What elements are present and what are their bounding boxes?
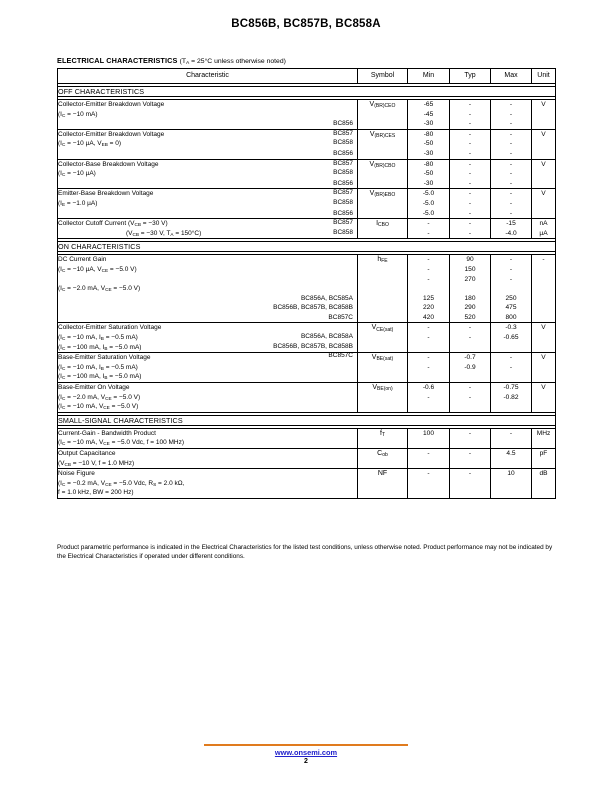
value: 520 bbox=[464, 313, 476, 321]
row-vbrces-min bbox=[408, 129, 450, 159]
value: - bbox=[509, 354, 513, 362]
table-row bbox=[58, 469, 556, 499]
table-row bbox=[58, 189, 556, 219]
row-vbrcbo-unit: V bbox=[532, 159, 556, 189]
row-condition: ($I_C = -10$ µA, $V_{CE} = -5.0$ V) bbox=[58, 265, 137, 273]
col-characteristic: Characteristic bbox=[58, 69, 358, 84]
part-number: BC857 bbox=[333, 129, 353, 137]
value: - bbox=[468, 190, 472, 198]
value: -50 bbox=[423, 170, 434, 178]
row-icbo-max bbox=[491, 219, 532, 239]
value: - bbox=[509, 209, 513, 217]
value: - bbox=[468, 101, 472, 108]
value: -0.65 bbox=[503, 334, 519, 342]
row-condition: ($I_C = -10$ mA, $V_{CE} = -5.0$ Vdc, f = 100 MHz) bbox=[58, 439, 185, 447]
value: - bbox=[427, 265, 430, 273]
table-row bbox=[58, 219, 556, 239]
value: -15 bbox=[506, 220, 516, 228]
row-vbrebo-min bbox=[408, 189, 450, 219]
page-title: BC856B, BC857B, BC858A bbox=[231, 18, 381, 30]
row-condition: ($I_C = -100$ mA, $I_B = -5.0$ mA) bbox=[58, 343, 142, 351]
row-desc: Output Capacitance bbox=[58, 450, 116, 457]
section-header-small-signal bbox=[58, 415, 556, 425]
page-number: 2 bbox=[304, 758, 308, 765]
value: - bbox=[427, 334, 430, 342]
value: - bbox=[468, 384, 472, 392]
row-desc: Base-Emitter Saturation Voltage bbox=[58, 354, 151, 362]
col-max: Max bbox=[491, 69, 532, 84]
value: - bbox=[509, 190, 513, 198]
row-vbrces-max bbox=[491, 129, 532, 159]
row-vbesat-max bbox=[491, 353, 532, 383]
table-row bbox=[58, 159, 556, 189]
row-vbeon-min bbox=[408, 383, 450, 413]
value: -5.0 bbox=[422, 199, 435, 207]
row-desc: Collector-Emitter Breakdown Voltage bbox=[58, 101, 165, 108]
value: -0.6 bbox=[422, 384, 435, 392]
row-condition: ($V_{CB} = -30$ V, $T_A = 150^\circ C$) bbox=[126, 229, 202, 237]
row-condition: ($V_{CB} = -10$ V, f = 1.0 MHz) bbox=[58, 459, 135, 467]
value: nA bbox=[539, 220, 548, 228]
value: - bbox=[509, 179, 513, 187]
row-vbrceo-typ bbox=[450, 100, 491, 130]
row-condition: ($I_C = -10$ mA) bbox=[58, 110, 98, 118]
value: - bbox=[468, 120, 472, 128]
row-vbrebo-unit: V bbox=[532, 189, 556, 219]
value: - bbox=[468, 229, 472, 237]
value: 220 bbox=[422, 304, 434, 312]
row-vcesat-max bbox=[491, 323, 532, 353]
heading-text: ELECTRICAL CHARACTERISTICS bbox=[57, 56, 178, 65]
spacer bbox=[408, 284, 449, 294]
row-hfe-symbol: $h_{FE}$ bbox=[358, 255, 408, 323]
row-desc: Collector Cutoff Current ($V_{CB} = -30$ V) bbox=[58, 220, 168, 228]
row-condition: f = 1.0 kHz, BW = 200 Hz) bbox=[58, 489, 134, 497]
part-number: BC856B, BC857B, BC858B bbox=[273, 342, 353, 350]
part-number: BC858 bbox=[333, 169, 353, 177]
part-number: BC858 bbox=[333, 198, 353, 206]
value: - bbox=[509, 170, 513, 178]
section-header-off-label: OFF CHARACTERISTICS bbox=[58, 87, 556, 97]
row-vbrceo-unit: V bbox=[532, 100, 556, 130]
part-number: BC857 bbox=[333, 219, 353, 227]
row-vcesat-min bbox=[408, 323, 450, 353]
row-vcesat-typ bbox=[450, 323, 491, 353]
row-vcesat-symbol: $V_{CE(sat)}$ bbox=[358, 323, 408, 353]
row-icbo-unit bbox=[532, 219, 556, 239]
row-condition: ($I_E = -1.0$ µA) bbox=[58, 199, 98, 207]
value: - bbox=[509, 110, 513, 118]
value: - bbox=[468, 149, 472, 157]
value: - bbox=[468, 140, 472, 148]
value: - bbox=[468, 209, 472, 217]
value: - bbox=[468, 130, 472, 138]
value: - bbox=[427, 363, 430, 371]
spacer bbox=[58, 275, 357, 285]
row-cob-max: 4.5 bbox=[491, 449, 532, 469]
row-nf-typ: - bbox=[450, 469, 491, 499]
part-number: BC856 bbox=[333, 179, 353, 187]
part-number: BC856A, BC585A bbox=[300, 294, 353, 302]
row-hfe-typ bbox=[450, 255, 491, 323]
spacer bbox=[450, 284, 490, 294]
value: - bbox=[468, 393, 472, 401]
value: - bbox=[468, 199, 472, 207]
part-number: BC857C bbox=[328, 352, 353, 360]
value: -5.0 bbox=[422, 190, 435, 198]
row-desc: Collector-Base Breakdown Voltage bbox=[58, 160, 159, 168]
row-ft-min: 100 bbox=[408, 428, 450, 448]
value: -0.7 bbox=[464, 354, 476, 362]
col-min: Min bbox=[408, 69, 450, 84]
row-condition: ($I_C = -10$ mA, $I_B = -0.5$ mA) bbox=[58, 334, 138, 342]
value: µA bbox=[539, 229, 548, 237]
value: -0.3 bbox=[505, 324, 517, 332]
value: - bbox=[509, 265, 513, 273]
value: - bbox=[468, 110, 472, 118]
part-number: BC858 bbox=[333, 139, 353, 147]
value: -0.75 bbox=[503, 384, 519, 392]
spacer bbox=[491, 284, 531, 294]
electrical-characteristics-heading bbox=[57, 56, 286, 65]
value: -30 bbox=[423, 149, 434, 157]
value: - bbox=[427, 275, 430, 283]
value: -0.9 bbox=[464, 363, 476, 371]
row-vcesat-unit: V bbox=[532, 323, 556, 353]
row-cob-unit: pF bbox=[532, 449, 556, 469]
onsemi-website-link[interactable]: www.onsemi.com bbox=[274, 748, 338, 757]
row-ft-symbol: $f_T$ bbox=[358, 428, 408, 448]
heading-note: ($T_A = 25^\circ C$ unless otherwise noted) bbox=[179, 58, 286, 67]
row-cob-min: - bbox=[408, 449, 450, 469]
row-desc: Emitter-Base Breakdown Voltage bbox=[58, 190, 154, 198]
value: - bbox=[468, 170, 472, 178]
row-condition: ($I_C = -2.0$ mA, $V_{CE} = -5.0$ V) bbox=[58, 393, 141, 401]
value: -65 bbox=[423, 101, 434, 108]
table-header-row bbox=[58, 69, 556, 84]
value: - bbox=[427, 324, 430, 332]
row-vbrcbo-symbol: $V_{(BR)CBO}$ bbox=[358, 159, 408, 189]
table-row bbox=[58, 428, 556, 448]
row-vbeon-max bbox=[491, 383, 532, 413]
value: - bbox=[468, 160, 472, 168]
row-vbrces-typ bbox=[450, 129, 491, 159]
row-condition: ($I_C = -100$ mA, $I_B = -5.0$ mA) bbox=[58, 373, 142, 381]
row-vbeon-symbol: $V_{BE(on)}$ bbox=[358, 383, 408, 413]
row-condition: ($I_C = -2.0$ mA, $V_{CE} = -5.0$ V) bbox=[58, 285, 141, 293]
part-number: BC857C bbox=[328, 313, 353, 321]
row-desc: Base-Emitter On Voltage bbox=[58, 384, 130, 392]
table-header bbox=[58, 69, 556, 84]
row-vbrces-unit: V bbox=[532, 129, 556, 159]
row-vbrcbo-max bbox=[491, 159, 532, 189]
section-header-off bbox=[58, 87, 556, 97]
row-vbrcbo-typ bbox=[450, 159, 491, 189]
value: -45 bbox=[423, 110, 434, 118]
value: - bbox=[468, 220, 472, 228]
value: 180 bbox=[464, 294, 476, 302]
row-nf-characteristic bbox=[58, 469, 358, 499]
value: 90 bbox=[466, 256, 474, 264]
value: -5.0 bbox=[422, 209, 435, 217]
part-number: BC858 bbox=[333, 228, 353, 236]
value: - bbox=[427, 220, 430, 228]
row-icbo-characteristic bbox=[58, 219, 358, 239]
value: -0.82 bbox=[503, 393, 519, 401]
row-desc: DC Current Gain bbox=[58, 256, 107, 264]
value: - bbox=[468, 179, 472, 187]
row-vbrebo-max bbox=[491, 189, 532, 219]
value: - bbox=[427, 256, 430, 264]
row-desc: Current-Gain - Bandwidth Product bbox=[58, 429, 156, 437]
row-cob-characteristic bbox=[58, 449, 358, 469]
row-vbrceo-max bbox=[491, 100, 532, 130]
row-condition: ($I_C = -10$ µA) bbox=[58, 170, 96, 178]
row-desc: Noise Figure bbox=[58, 470, 95, 478]
value: - bbox=[509, 101, 513, 108]
value: 800 bbox=[505, 313, 517, 321]
value: - bbox=[509, 140, 513, 148]
part-number: BC856B, BC857B, BC858B bbox=[273, 304, 353, 312]
row-nf-symbol: NF bbox=[358, 469, 408, 499]
section-header-on bbox=[58, 242, 556, 252]
row-vbesat-typ bbox=[450, 353, 491, 383]
section-header-small-signal-label: SMALL-SIGNAL CHARACTERISTICS bbox=[58, 415, 556, 425]
section-header-on-label: ON CHARACTERISTICS bbox=[58, 242, 556, 252]
row-vbrceo-symbol: $V_{(BR)CEO}$ bbox=[358, 100, 408, 130]
value: - bbox=[509, 120, 513, 128]
value: 125 bbox=[422, 294, 434, 302]
row-vcesat-characteristic bbox=[58, 323, 358, 353]
row-vbrceo-min bbox=[408, 100, 450, 130]
row-desc: Collector-Emitter Breakdown Voltage bbox=[58, 130, 165, 138]
value: 475 bbox=[505, 304, 517, 312]
value: - bbox=[427, 393, 430, 401]
value: -80 bbox=[423, 160, 434, 168]
part-number: BC857 bbox=[333, 159, 353, 167]
row-cob-symbol: $C_{ob}$ bbox=[358, 449, 408, 469]
value: - bbox=[427, 229, 430, 237]
value: 150 bbox=[464, 265, 476, 273]
row-nf-max: 10 bbox=[491, 469, 532, 499]
table-footnote: Product parametric performance is indicated in the Electrical Characteristics for the listed test conditions, unless otherwise noted. Product performance may not be indicated by the Electrical Characteristics if operated under different conditions. bbox=[57, 544, 553, 560]
value: - bbox=[509, 149, 513, 157]
row-vbrcbo-min bbox=[408, 159, 450, 189]
row-hfe-unit: - bbox=[532, 255, 556, 323]
row-condition: ($I_C = -10$ mA, $I_B = -0.5$ mA) bbox=[58, 363, 138, 371]
table-row bbox=[58, 100, 556, 130]
col-typ: Typ bbox=[450, 69, 491, 84]
value: -80 bbox=[423, 130, 434, 138]
row-vbeon-typ bbox=[450, 383, 491, 413]
row-vbesat-characteristic bbox=[58, 353, 358, 383]
value: - bbox=[509, 130, 513, 138]
value: 270 bbox=[464, 275, 476, 283]
value: - bbox=[468, 324, 472, 332]
electrical-characteristics-table bbox=[57, 68, 556, 499]
row-condition: ($I_C = -10$ µA, $V_{EB} = 0$) bbox=[58, 140, 122, 148]
row-ft-max: - bbox=[491, 428, 532, 448]
value: 290 bbox=[464, 304, 476, 312]
col-symbol: Symbol bbox=[358, 69, 408, 84]
part-number: BC856A, BC858A bbox=[300, 333, 353, 341]
table-row bbox=[58, 353, 556, 383]
row-icbo-min bbox=[408, 219, 450, 239]
row-vbesat-symbol: $V_{BE(sat)}$ bbox=[358, 353, 408, 383]
value: - bbox=[509, 363, 513, 371]
row-desc: Collector-Emitter Saturation Voltage bbox=[58, 324, 162, 332]
table-row bbox=[58, 449, 556, 469]
row-condition: ($I_C = -0.2$ mA, $V_{CE} = -5.0$ Vdc, $R_S = 2.0$ kΩ, bbox=[58, 479, 185, 487]
row-hfe-min bbox=[408, 255, 450, 323]
table-row bbox=[58, 383, 556, 413]
value: -30 bbox=[423, 179, 434, 187]
part-number: BC857 bbox=[333, 189, 353, 197]
value: -30 bbox=[423, 120, 434, 128]
row-vbrebo-typ bbox=[450, 189, 491, 219]
row-nf-unit: dB bbox=[532, 469, 556, 499]
part-number: BC856 bbox=[333, 209, 353, 217]
row-vbeon-characteristic bbox=[58, 383, 358, 413]
row-icbo-typ bbox=[450, 219, 491, 239]
row-ft-typ: - bbox=[450, 428, 491, 448]
table-row bbox=[58, 323, 556, 353]
row-icbo-symbol: $I_{CBO}$ bbox=[358, 219, 408, 239]
value: - bbox=[509, 160, 513, 168]
value: - bbox=[427, 354, 430, 362]
row-hfe-max bbox=[491, 255, 532, 323]
footer-divider bbox=[204, 744, 408, 746]
value: 250 bbox=[505, 294, 517, 302]
row-nf-min: - bbox=[408, 469, 450, 499]
part-number: BC856 bbox=[333, 149, 353, 157]
row-vbesat-min bbox=[408, 353, 450, 383]
row-ft-unit: MHz bbox=[532, 428, 556, 448]
value: 420 bbox=[422, 313, 434, 321]
row-vbrces-symbol: $V_{(BR)CES}$ bbox=[358, 129, 408, 159]
row-ft-characteristic bbox=[58, 428, 358, 448]
row-vbrebo-symbol: $V_{(BR)EBO}$ bbox=[358, 189, 408, 219]
value: -4.0 bbox=[505, 229, 517, 237]
value: - bbox=[468, 334, 472, 342]
table-row bbox=[58, 255, 556, 323]
part-number: BC856 bbox=[333, 120, 353, 128]
table-row bbox=[58, 129, 556, 159]
row-condition: ($I_C = -10$ mA, $V_{CE} = -5.0$ V) bbox=[58, 403, 139, 411]
row-vbesat-unit: V bbox=[532, 353, 556, 383]
value: - bbox=[509, 275, 513, 283]
value: - bbox=[509, 199, 513, 207]
value: - bbox=[509, 256, 513, 264]
value: -50 bbox=[423, 140, 434, 148]
col-unit: Unit bbox=[532, 69, 556, 84]
row-vbeon-unit: V bbox=[532, 383, 556, 413]
row-cob-typ: - bbox=[450, 449, 491, 469]
